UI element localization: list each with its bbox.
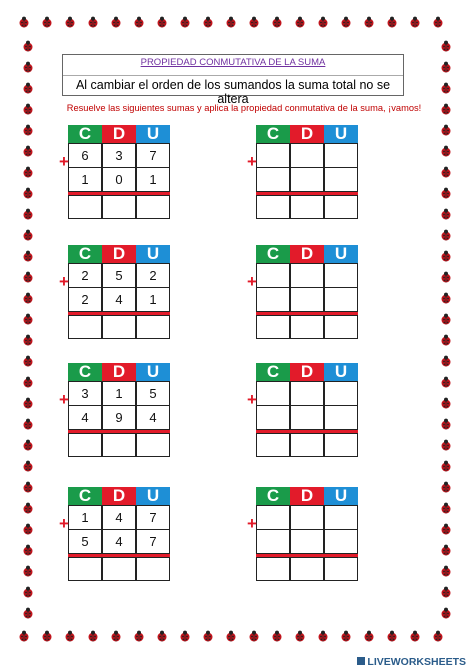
ladybug-icon (22, 82, 34, 94)
digit-cell: 2 (68, 263, 102, 288)
right-grid-2 (247, 244, 358, 339)
left-grid-2 (59, 244, 170, 339)
digit-cell: 5 (136, 381, 170, 406)
answer-cell[interactable] (290, 405, 324, 430)
answer-cell[interactable] (324, 433, 358, 457)
ladybug-icon (440, 208, 452, 220)
ladybug-icon (22, 271, 34, 283)
answer-cell[interactable] (256, 405, 290, 430)
header-u: U (324, 125, 358, 143)
ladybug-icon (440, 481, 452, 493)
answer-cell[interactable] (256, 195, 290, 219)
left-grid-4 (59, 486, 170, 581)
plus-sign: + (247, 152, 257, 171)
ladybug-icon (440, 439, 452, 451)
answer-cell[interactable] (324, 287, 358, 312)
ladybug-icon (22, 502, 34, 514)
ladybug-icon (22, 124, 34, 136)
answer-cell[interactable] (290, 195, 324, 219)
ladybug-icon (22, 334, 34, 346)
digit-cell: 4 (102, 287, 136, 312)
sum-line (256, 312, 358, 315)
ladybug-icon (22, 208, 34, 220)
sum-line (68, 430, 170, 433)
answer-cell[interactable] (290, 263, 324, 288)
header-d: D (102, 125, 136, 143)
ladybug-icon (22, 586, 34, 598)
ladybug-icon (409, 630, 421, 642)
right-grid-4 (247, 486, 358, 581)
answer-cell[interactable] (136, 195, 170, 219)
answer-cell[interactable] (136, 433, 170, 457)
ladybug-icon (440, 40, 452, 52)
ladybug-icon (440, 82, 452, 94)
answer-cell[interactable] (102, 557, 136, 581)
answer-cell[interactable] (290, 287, 324, 312)
answer-cell[interactable] (256, 143, 290, 168)
ladybug-icon (440, 124, 452, 136)
plus-sign: + (59, 152, 69, 171)
ladybug-icon (340, 16, 352, 28)
ladybug-icon (409, 16, 421, 28)
answer-cell[interactable] (324, 167, 358, 192)
sum-line (68, 192, 170, 195)
answer-cell[interactable] (256, 263, 290, 288)
ladybug-icon (440, 544, 452, 556)
answer-cell[interactable] (290, 505, 324, 530)
ladybug-icon (440, 271, 452, 283)
ladybug-icon (22, 376, 34, 388)
digit-cell: 1 (136, 287, 170, 312)
answer-cell[interactable] (68, 557, 102, 581)
ladybug-icon (179, 630, 191, 642)
ladybug-icon (22, 166, 34, 178)
header-d: D (102, 245, 136, 263)
answer-cell[interactable] (324, 529, 358, 554)
answer-cell[interactable] (324, 315, 358, 339)
digit-cell: 2 (136, 263, 170, 288)
ladybug-icon (440, 523, 452, 535)
ladybug-icon (440, 502, 452, 514)
ladybug-icon (225, 630, 237, 642)
ladybug-icon (22, 481, 34, 493)
answer-cell[interactable] (102, 315, 136, 339)
ladybug-icon (386, 630, 398, 642)
ladybug-icon (440, 586, 452, 598)
digit-cell: 1 (102, 381, 136, 406)
plus-sign: + (247, 272, 257, 291)
ladybug-icon (440, 418, 452, 430)
answer-cell[interactable] (290, 167, 324, 192)
sum-line (256, 430, 358, 433)
ladybug-icon (22, 40, 34, 52)
ladybug-icon (363, 630, 375, 642)
ladybug-icon (440, 229, 452, 241)
answer-cell[interactable] (256, 433, 290, 457)
liveworksheets-logo (357, 656, 466, 668)
ladybug-icon (386, 16, 398, 28)
ladybug-icon (363, 16, 375, 28)
digit-cell: 4 (68, 405, 102, 430)
digit-cell: 0 (102, 167, 136, 192)
header-u: U (324, 363, 358, 381)
header-c: C (68, 363, 102, 381)
plus-sign: + (59, 514, 69, 533)
ladybug-icon (133, 630, 145, 642)
ladybug-icon (294, 16, 306, 28)
digit-cell: 4 (136, 405, 170, 430)
ladybug-icon (22, 544, 34, 556)
ladybug-icon (22, 460, 34, 472)
answer-cell[interactable] (290, 433, 324, 457)
plus-sign: + (59, 390, 69, 409)
instructions: Resuelve las siguientes sumas y aplica la propiedad conmutativa de la suma, ¡vamos! (66, 103, 422, 113)
ladybug-icon (440, 334, 452, 346)
ladybug-icon (41, 630, 53, 642)
answer-cell[interactable] (256, 505, 290, 530)
plus-sign: + (247, 514, 257, 533)
ladybug-icon (87, 16, 99, 28)
answer-cell[interactable] (256, 287, 290, 312)
ladybug-icon (18, 16, 30, 28)
digit-cell: 1 (68, 167, 102, 192)
footer-text: LIVEWORKSHEETS (367, 656, 466, 668)
answer-cell[interactable] (102, 433, 136, 457)
header-c: C (256, 487, 290, 505)
ladybug-icon (317, 630, 329, 642)
ladybug-icon (22, 145, 34, 157)
answer-cell[interactable] (324, 381, 358, 406)
answer-cell[interactable] (324, 263, 358, 288)
title-box (62, 54, 404, 106)
header-u: U (136, 245, 170, 263)
header-d: D (290, 363, 324, 381)
header-c: C (256, 125, 290, 143)
ladybug-icon (248, 630, 260, 642)
ladybug-icon (64, 16, 76, 28)
plus-sign: + (59, 272, 69, 291)
ladybug-icon (22, 607, 34, 619)
answer-cell[interactable] (290, 381, 324, 406)
ladybug-icon (22, 103, 34, 115)
ladybug-icon (340, 630, 352, 642)
ladybug-icon (156, 630, 168, 642)
header-u: U (324, 487, 358, 505)
ladybug-icon (156, 16, 168, 28)
ladybug-icon (22, 523, 34, 535)
ladybug-icon (22, 250, 34, 262)
ladybug-icon (64, 630, 76, 642)
ladybug-icon (440, 145, 452, 157)
digit-cell: 5 (102, 263, 136, 288)
answer-cell[interactable] (324, 143, 358, 168)
header-d: D (290, 487, 324, 505)
header-d: D (290, 245, 324, 263)
answer-cell[interactable] (256, 381, 290, 406)
ladybug-icon (18, 630, 30, 642)
digit-cell: 1 (68, 505, 102, 530)
ladybug-icon (22, 418, 34, 430)
ladybug-icon (22, 397, 34, 409)
ladybug-icon (440, 355, 452, 367)
digit-cell: 5 (68, 529, 102, 554)
answer-cell[interactable] (136, 315, 170, 339)
ladybug-icon (22, 355, 34, 367)
answer-cell[interactable] (290, 557, 324, 581)
ladybug-icon (271, 630, 283, 642)
header-u: U (136, 363, 170, 381)
ladybug-icon (110, 630, 122, 642)
left-grid-3 (59, 362, 170, 457)
answer-cell[interactable] (324, 505, 358, 530)
answer-cell[interactable] (256, 557, 290, 581)
ladybug-icon (22, 187, 34, 199)
answer-cell[interactable] (256, 315, 290, 339)
ladybug-icon (22, 313, 34, 325)
digit-cell: 1 (136, 167, 170, 192)
ladybug-icon (271, 16, 283, 28)
ladybug-icon (225, 16, 237, 28)
worksheet-title: PROPIEDAD CONMUTATIVA DE LA SUMA (140, 57, 326, 68)
answer-cell[interactable] (324, 195, 358, 219)
header-u: U (136, 125, 170, 143)
ladybug-icon (202, 16, 214, 28)
sum-line (256, 192, 358, 195)
ladybug-icon (440, 397, 452, 409)
ladybug-icon (440, 103, 452, 115)
ladybug-icon (87, 630, 99, 642)
digit-cell: 3 (102, 143, 136, 168)
ladybug-icon (41, 16, 53, 28)
answer-cell[interactable] (324, 557, 358, 581)
right-grid-3 (247, 362, 358, 457)
left-grid-1 (59, 124, 170, 219)
ladybug-icon (317, 16, 329, 28)
digit-cell: 7 (136, 143, 170, 168)
answer-cell[interactable] (256, 167, 290, 192)
ladybug-icon (440, 166, 452, 178)
ladybug-icon (22, 292, 34, 304)
ladybug-icon (432, 16, 444, 28)
header-c: C (68, 245, 102, 263)
ladybug-icon (110, 16, 122, 28)
sum-line (68, 312, 170, 315)
ladybug-icon (22, 61, 34, 73)
sum-line (256, 554, 358, 557)
right-grid-1 (247, 124, 358, 219)
ladybug-icon (440, 61, 452, 73)
answer-cell[interactable] (136, 557, 170, 581)
worksheet-subtitle: Al cambiar el orden de los sumandos la suma total no se altera (63, 75, 403, 106)
ladybug-icon (248, 16, 260, 28)
digit-cell: 7 (136, 505, 170, 530)
sum-line (68, 554, 170, 557)
digit-cell: 9 (102, 405, 136, 430)
header-c: C (68, 487, 102, 505)
digit-cell: 2 (68, 287, 102, 312)
digit-cell: 7 (136, 529, 170, 554)
ladybug-icon (22, 565, 34, 577)
answer-cell[interactable] (68, 315, 102, 339)
answer-cell[interactable] (68, 433, 102, 457)
digit-cell: 4 (102, 529, 136, 554)
ladybug-icon (440, 250, 452, 262)
digit-cell: 6 (68, 143, 102, 168)
plus-sign: + (247, 390, 257, 409)
answer-cell[interactable] (290, 143, 324, 168)
ladybug-icon (440, 292, 452, 304)
answer-cell[interactable] (290, 529, 324, 554)
answer-cell[interactable] (290, 315, 324, 339)
answer-cell[interactable] (102, 195, 136, 219)
ladybug-icon (440, 460, 452, 472)
ladybug-icon (440, 565, 452, 577)
header-d: D (102, 363, 136, 381)
ladybug-icon (440, 376, 452, 388)
ladybug-icon (22, 439, 34, 451)
answer-cell[interactable] (324, 405, 358, 430)
logo-icon (357, 657, 365, 665)
digit-cell: 4 (102, 505, 136, 530)
ladybug-icon (202, 630, 214, 642)
answer-cell[interactable] (256, 529, 290, 554)
ladybug-icon (440, 607, 452, 619)
answer-cell[interactable] (68, 195, 102, 219)
ladybug-icon (440, 313, 452, 325)
ladybug-icon (294, 630, 306, 642)
header-c: C (256, 363, 290, 381)
header-c: C (68, 125, 102, 143)
digit-cell: 3 (68, 381, 102, 406)
ladybug-icon (179, 16, 191, 28)
header-d: D (102, 487, 136, 505)
header-u: U (136, 487, 170, 505)
ladybug-icon (440, 187, 452, 199)
ladybug-icon (133, 16, 145, 28)
ladybug-icon (22, 229, 34, 241)
ladybug-icon (432, 630, 444, 642)
header-u: U (324, 245, 358, 263)
header-c: C (256, 245, 290, 263)
header-d: D (290, 125, 324, 143)
